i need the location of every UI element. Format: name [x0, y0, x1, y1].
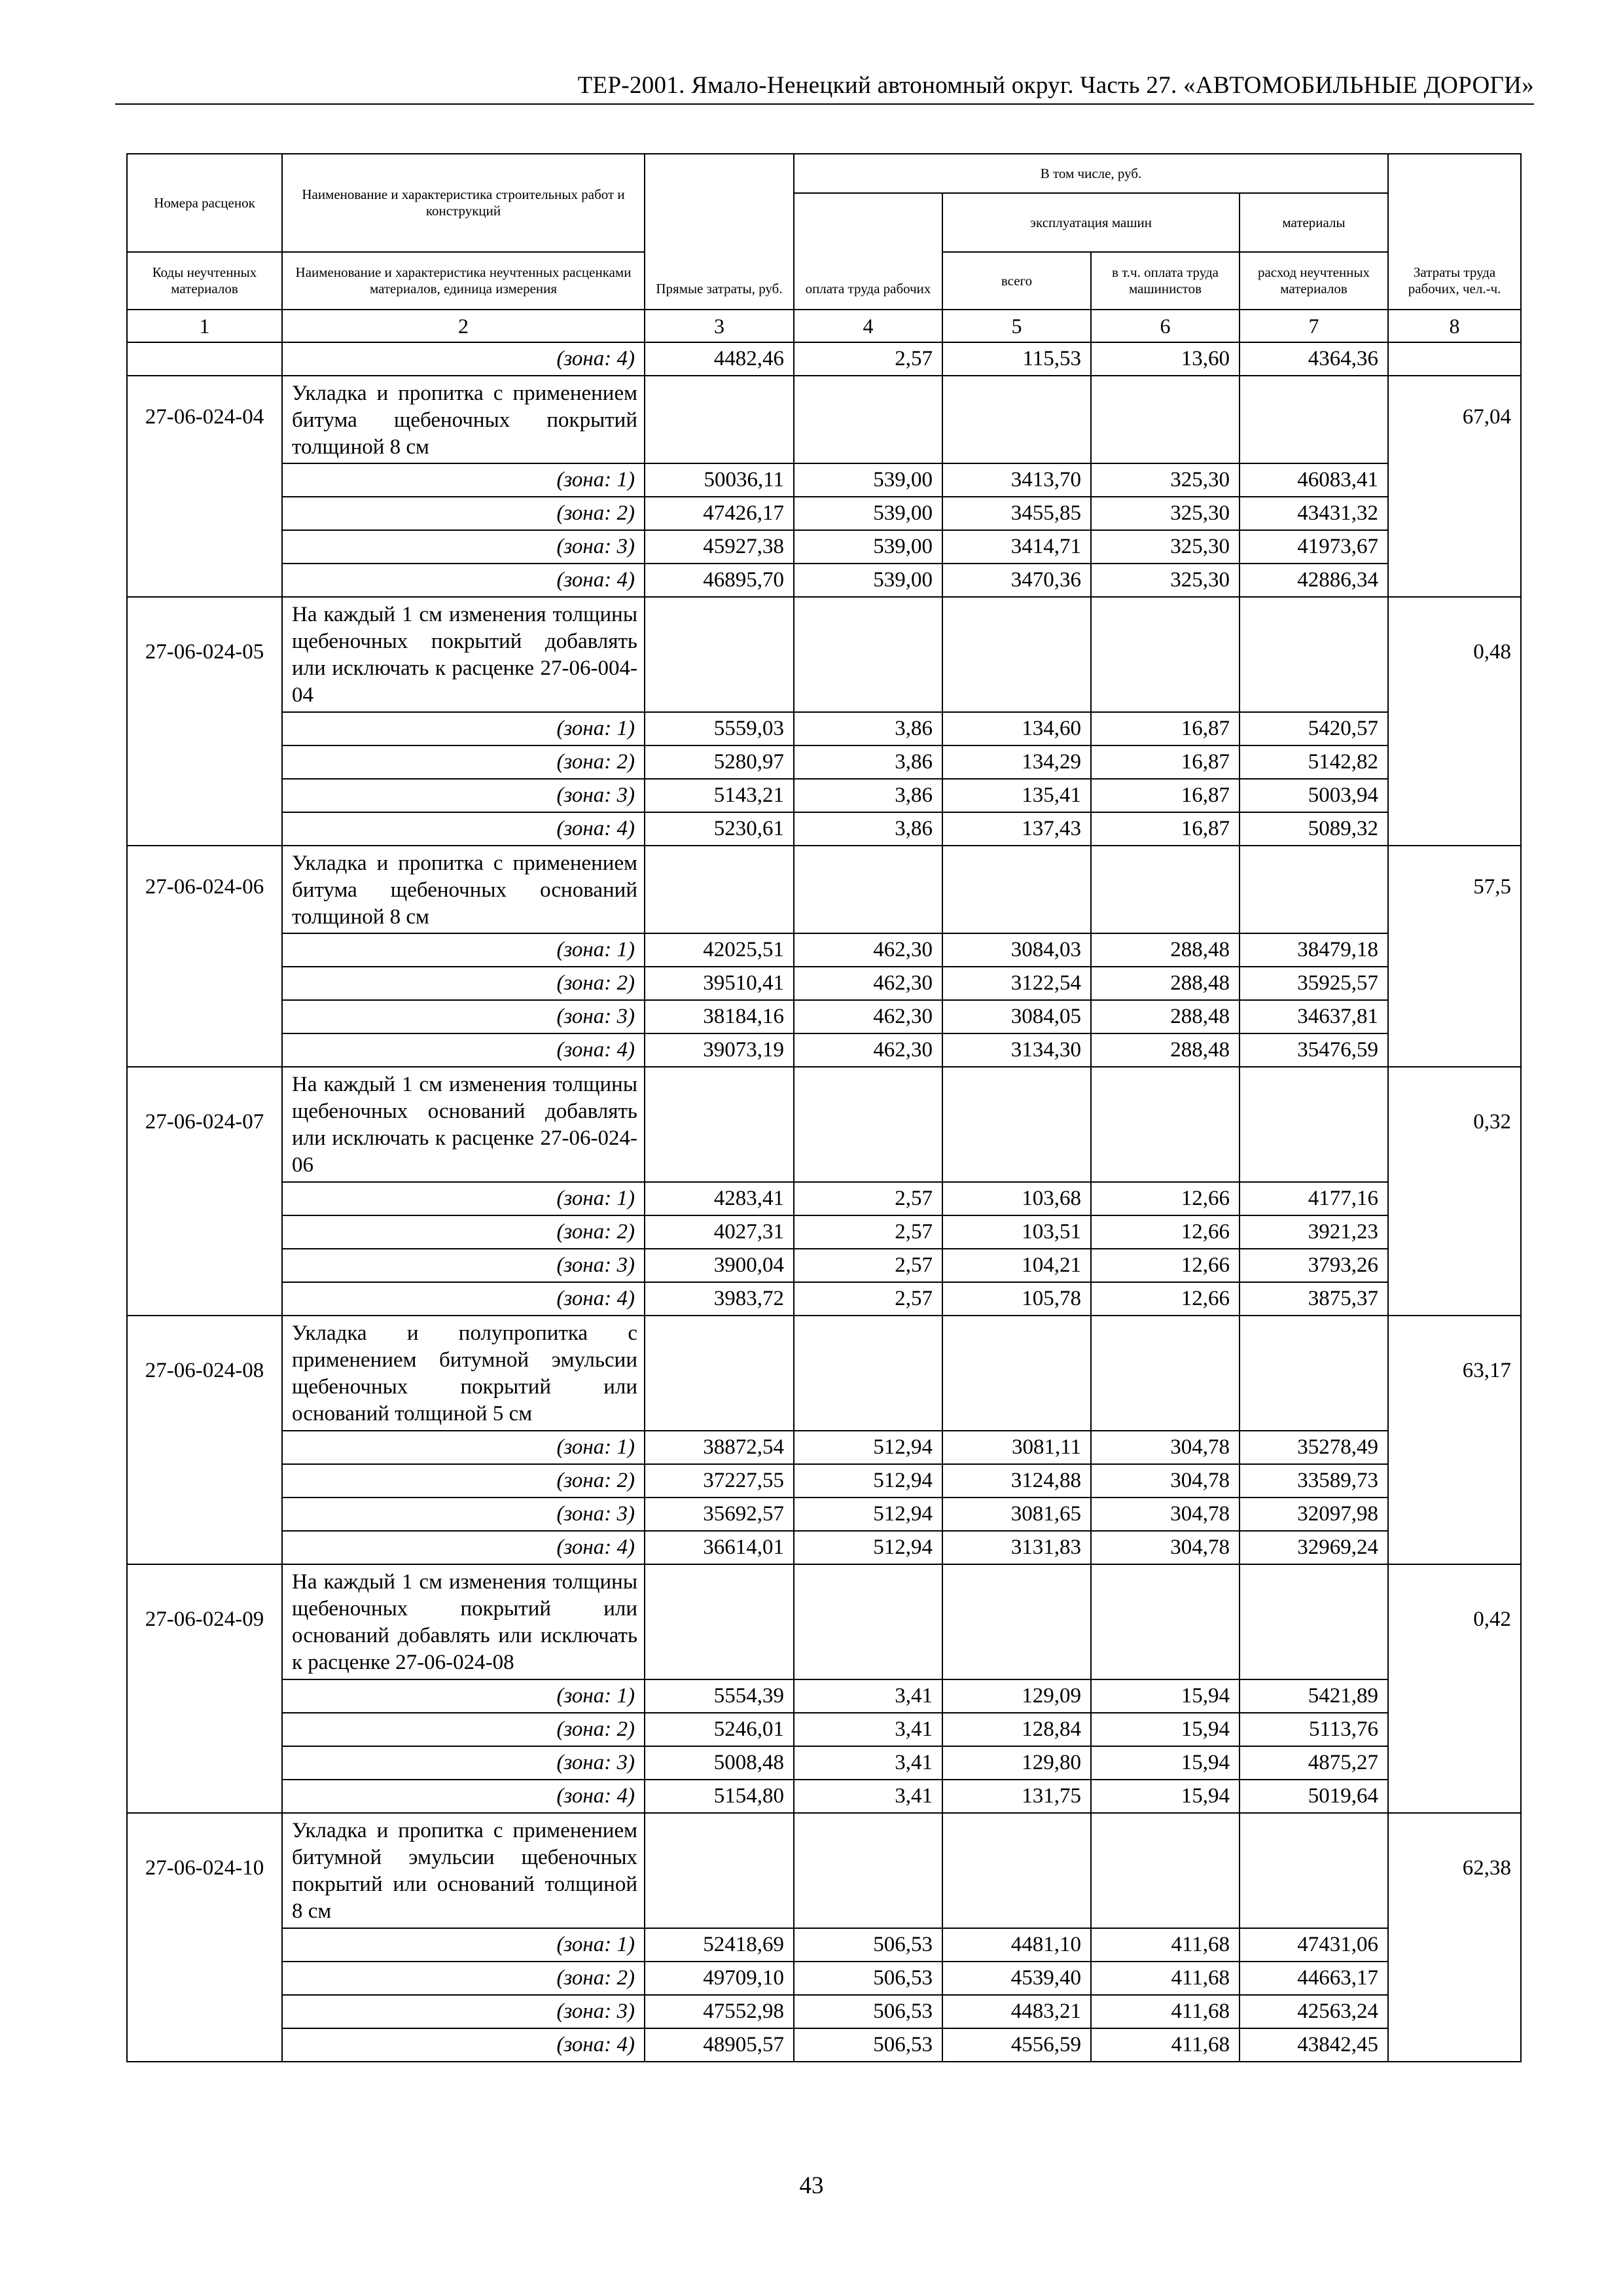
- empty-cell: [1240, 597, 1388, 712]
- wages-cell: 3,86: [794, 812, 942, 846]
- zone-row: [127, 530, 1521, 564]
- table-body: [127, 154, 1521, 2062]
- wages-cell: 462,30: [794, 967, 942, 1000]
- header-machinist-wages: в т.ч. оплата труда машинистов: [1091, 252, 1240, 310]
- machines-total-cell: 134,29: [942, 745, 1091, 779]
- materials-cell: 32097,98: [1240, 1498, 1388, 1531]
- rate-code: 27-06-024-06: [127, 846, 282, 1067]
- empty-cell: [1240, 376, 1388, 463]
- materials-cell: 3793,26: [1240, 1249, 1388, 1282]
- materials-cell: 5421,89: [1240, 1679, 1388, 1713]
- header-including: В том числе, руб.: [794, 154, 1388, 193]
- zone-row: [127, 1282, 1521, 1316]
- rate-description: На каждый 1 см изменения толщины щебеночных оснований добавлять или исключать к расценке 27-06-024-06: [282, 1067, 645, 1182]
- empty-cell: [794, 1316, 942, 1431]
- materials-cell: 5003,94: [1240, 779, 1388, 812]
- wages-cell: 462,30: [794, 1033, 942, 1067]
- rate-title-row: [127, 376, 1521, 463]
- wages-cell: 512,94: [794, 1498, 942, 1531]
- labor-cost: 0,32: [1388, 1067, 1521, 1316]
- machines-total-cell: 3084,05: [942, 1000, 1091, 1033]
- direct-cost-cell: 5143,21: [645, 779, 794, 812]
- machines-total-cell: 3122,54: [942, 967, 1091, 1000]
- header-direct-costs: Прямые затраты, руб.: [645, 154, 794, 310]
- materials-cell: 5420,57: [1240, 712, 1388, 745]
- col-number: 7: [1240, 310, 1388, 342]
- direct-cost-cell: 37227,55: [645, 1464, 794, 1498]
- empty-cell: [1091, 1564, 1240, 1679]
- direct-cost-cell: 35692,57: [645, 1498, 794, 1531]
- machinist-wages-cell: 288,48: [1091, 967, 1240, 1000]
- direct-cost-cell: 5246,01: [645, 1713, 794, 1746]
- zone-label: (зона: 1): [282, 1182, 645, 1215]
- rate-description: Укладка и полупропитка с применением битумной эмульсии щебеночных покрытий или оснований толщиной 5 см: [282, 1316, 645, 1431]
- machines-total-cell: 131,75: [942, 1780, 1091, 1813]
- machinist-wages-cell: 304,78: [1091, 1498, 1240, 1531]
- wages-cell: 3,86: [794, 712, 942, 745]
- machines-total-cell: 103,68: [942, 1182, 1091, 1215]
- machinist-wages-cell: 411,68: [1091, 1995, 1240, 2028]
- running-header: ТЕР-2001. Ямало-Ненецкий автономный округ. Часть 27. «АВТОМОБИЛЬНЫЕ ДОРОГИ»: [577, 72, 1534, 99]
- direct-cost-cell: 3900,04: [645, 1249, 794, 1282]
- wages-cell: 2,57: [794, 1215, 942, 1249]
- zone-row: [127, 2028, 1521, 2062]
- zone-label: (зона: 1): [282, 1431, 645, 1464]
- direct-cost-cell: 39073,19: [645, 1033, 794, 1067]
- col-number: 8: [1388, 310, 1521, 342]
- machinist-wages-cell: 411,68: [1091, 1962, 1240, 1995]
- wages-cell: 512,94: [794, 1431, 942, 1464]
- rate-description: На каждый 1 см изменения толщины щебеночных покрытий или оснований добавлять или исключать к расценке 27-06-024-08: [282, 1564, 645, 1679]
- col-number: 2: [282, 310, 645, 342]
- direct-cost-cell: 4482,46: [645, 342, 794, 376]
- empty-cell: [942, 376, 1091, 463]
- machinist-wages-cell: 411,68: [1091, 1928, 1240, 1962]
- rate-description: Укладка и пропитка с применением битума щебеночных оснований толщиной 8 см: [282, 846, 645, 933]
- header-col2-bottom: Наименование и характеристика неучтенных расценками материалов, единица измерения: [282, 252, 645, 310]
- machines-total-cell: 3084,03: [942, 933, 1091, 967]
- rates-table: [126, 153, 1522, 2062]
- rate-code: 27-06-024-05: [127, 597, 282, 846]
- carryover-row: [127, 342, 1521, 376]
- labor-cost: 62,38: [1388, 1813, 1521, 2062]
- machinist-wages-cell: 411,68: [1091, 2028, 1240, 2062]
- direct-cost-cell: 42025,51: [645, 933, 794, 967]
- zone-row: [127, 1431, 1521, 1464]
- empty-cell: [1091, 376, 1240, 463]
- zone-label: (зона: 4): [282, 1780, 645, 1813]
- wages-cell: 539,00: [794, 530, 942, 564]
- header-col1-bottom: Коды неучтенных материалов: [127, 252, 282, 310]
- machines-total-cell: 137,43: [942, 812, 1091, 846]
- direct-cost-cell: 47426,17: [645, 497, 794, 530]
- zone-label: (зона: 4): [282, 1033, 645, 1067]
- rate-description: Укладка и пропитка с применением битума щебеночных покрытий толщиной 8 см: [282, 376, 645, 463]
- col-number: 5: [942, 310, 1091, 342]
- empty-cell: [794, 376, 942, 463]
- machinist-wages-cell: 304,78: [1091, 1464, 1240, 1498]
- zone-row: [127, 1995, 1521, 2028]
- machinist-wages-cell: 304,78: [1091, 1531, 1240, 1564]
- direct-cost-cell: 46895,70: [645, 564, 794, 597]
- direct-cost-cell: 5280,97: [645, 745, 794, 779]
- materials-cell: 5113,76: [1240, 1713, 1388, 1746]
- zone-label: (зона: 2): [282, 1215, 645, 1249]
- direct-cost-cell: 3983,72: [645, 1282, 794, 1316]
- rate-title-row: [127, 597, 1521, 712]
- empty-cell: [942, 1316, 1091, 1431]
- materials-cell: 5142,82: [1240, 745, 1388, 779]
- empty-cell: [794, 846, 942, 933]
- labor-cost: 57,5: [1388, 846, 1521, 1067]
- zone-row: [127, 564, 1521, 597]
- materials-cell: 3921,23: [1240, 1215, 1388, 1249]
- machinist-wages-cell: 325,30: [1091, 564, 1240, 597]
- direct-cost-cell: 5554,39: [645, 1679, 794, 1713]
- empty-cell: [942, 1813, 1091, 1928]
- col-number: 1: [127, 310, 282, 342]
- empty-cell: [942, 846, 1091, 933]
- rate-code: 27-06-024-04: [127, 376, 282, 597]
- empty-cell: [645, 1564, 794, 1679]
- zone-row: [127, 1498, 1521, 1531]
- zone-label: (зона: 2): [282, 967, 645, 1000]
- wages-cell: 3,41: [794, 1713, 942, 1746]
- header-col1-top: Номера расценок: [127, 154, 282, 252]
- materials-cell: 42563,24: [1240, 1995, 1388, 2028]
- machinist-wages-cell: 325,30: [1091, 497, 1240, 530]
- zone-row: [127, 1679, 1521, 1713]
- empty-cell: [1240, 1813, 1388, 1928]
- machines-total-cell: 3131,83: [942, 1531, 1091, 1564]
- machines-total-cell: 135,41: [942, 779, 1091, 812]
- zone-label: (зона: 3): [282, 1249, 645, 1282]
- zone-row: [127, 779, 1521, 812]
- empty-cell: [942, 597, 1091, 712]
- machinist-wages-cell: 16,87: [1091, 712, 1240, 745]
- rate-code: 27-06-024-07: [127, 1067, 282, 1316]
- empty-cell: [645, 597, 794, 712]
- empty-cell: [794, 1067, 942, 1182]
- zone-row: [127, 1962, 1521, 1995]
- materials-cell: 5089,32: [1240, 812, 1388, 846]
- zone-row: [127, 1746, 1521, 1780]
- zone-label: (зона: 4): [282, 564, 645, 597]
- zone-label: (зона: 2): [282, 1713, 645, 1746]
- zone-label: (зона: 3): [282, 1746, 645, 1780]
- zone-row: [127, 1000, 1521, 1033]
- header-row-1: [127, 154, 1521, 193]
- empty-cell: [1091, 846, 1240, 933]
- zone-row: [127, 712, 1521, 745]
- zone-row: [127, 1464, 1521, 1498]
- zone-label: (зона: 1): [282, 933, 645, 967]
- zone-row: [127, 1215, 1521, 1249]
- materials-cell: 4875,27: [1240, 1746, 1388, 1780]
- empty-cell: [127, 342, 282, 376]
- machinist-wages-cell: 12,66: [1091, 1215, 1240, 1249]
- zone-label: (зона: 1): [282, 463, 645, 497]
- zone-label: (зона: 1): [282, 1679, 645, 1713]
- machines-total-cell: 115,53: [942, 342, 1091, 376]
- empty-cell: [645, 1316, 794, 1431]
- rate-description: На каждый 1 см изменения толщины щебеночных покрытий добавлять или исключать к расценке 27-06-004-04: [282, 597, 645, 712]
- zone-label: (зона: 4): [282, 1531, 645, 1564]
- zone-label: (зона: 1): [282, 712, 645, 745]
- wages-cell: 3,86: [794, 779, 942, 812]
- wages-cell: 506,53: [794, 2028, 942, 2062]
- empty-cell: [645, 1067, 794, 1182]
- machinist-wages-cell: 15,94: [1091, 1713, 1240, 1746]
- direct-cost-cell: 36614,01: [645, 1531, 794, 1564]
- zone-row: [127, 812, 1521, 846]
- wages-cell: 512,94: [794, 1531, 942, 1564]
- zone-label: (зона: 4): [282, 1282, 645, 1316]
- rate-code: 27-06-024-08: [127, 1316, 282, 1564]
- zone-row: [127, 745, 1521, 779]
- empty-cell: [1091, 1316, 1240, 1431]
- wages-cell: 539,00: [794, 497, 942, 530]
- zone-row: [127, 1033, 1521, 1067]
- header-materials: материалы: [1240, 193, 1388, 252]
- empty-cell: [1388, 342, 1521, 376]
- rate-code: 27-06-024-10: [127, 1813, 282, 2062]
- zone-label: (зона: 3): [282, 779, 645, 812]
- machinist-wages-cell: 288,48: [1091, 1033, 1240, 1067]
- zone-row: [127, 463, 1521, 497]
- header-wages: оплата труда рабочих: [794, 193, 942, 310]
- direct-cost-cell: 47552,98: [645, 1995, 794, 2028]
- machines-total-cell: 129,80: [942, 1746, 1091, 1780]
- labor-cost: 0,42: [1388, 1564, 1521, 1813]
- empty-cell: [1240, 1316, 1388, 1431]
- zone-label: (зона: 2): [282, 745, 645, 779]
- machinist-wages-cell: 12,66: [1091, 1182, 1240, 1215]
- wages-cell: 512,94: [794, 1464, 942, 1498]
- materials-cell: 47431,06: [1240, 1928, 1388, 1962]
- direct-cost-cell: 5154,80: [645, 1780, 794, 1813]
- wages-cell: 3,41: [794, 1780, 942, 1813]
- machines-total-cell: 129,09: [942, 1679, 1091, 1713]
- zone-label: (зона: 1): [282, 1928, 645, 1962]
- materials-cell: 3875,37: [1240, 1282, 1388, 1316]
- machines-total-cell: 3081,65: [942, 1498, 1091, 1531]
- wages-cell: 539,00: [794, 463, 942, 497]
- zone-row: [127, 1713, 1521, 1746]
- header-col2-top: Наименование и характеристика строительных работ и конструкций: [282, 154, 645, 252]
- machines-total-cell: 3413,70: [942, 463, 1091, 497]
- machinist-wages-cell: 15,94: [1091, 1746, 1240, 1780]
- wages-cell: 506,53: [794, 1995, 942, 2028]
- machines-total-cell: 104,21: [942, 1249, 1091, 1282]
- machinist-wages-cell: 16,87: [1091, 779, 1240, 812]
- direct-cost-cell: 48905,57: [645, 2028, 794, 2062]
- rate-title-row: [127, 1316, 1521, 1431]
- zone-row: [127, 1531, 1521, 1564]
- empty-cell: [794, 1564, 942, 1679]
- header-machines-total: всего: [942, 252, 1091, 310]
- materials-cell: 33589,73: [1240, 1464, 1388, 1498]
- wages-cell: 539,00: [794, 564, 942, 597]
- zone-row: [127, 1780, 1521, 1813]
- machines-total-cell: 103,51: [942, 1215, 1091, 1249]
- machines-total-cell: 4556,59: [942, 2028, 1091, 2062]
- zone-label: (зона: 3): [282, 1000, 645, 1033]
- machinist-wages-cell: 325,30: [1091, 530, 1240, 564]
- machinist-wages-cell: 15,94: [1091, 1679, 1240, 1713]
- machinist-wages-cell: 16,87: [1091, 812, 1240, 846]
- zone-row: [127, 497, 1521, 530]
- wages-cell: 506,53: [794, 1928, 942, 1962]
- materials-cell: 34637,81: [1240, 1000, 1388, 1033]
- direct-cost-cell: 52418,69: [645, 1928, 794, 1962]
- wages-cell: 506,53: [794, 1962, 942, 1995]
- col-number: 3: [645, 310, 794, 342]
- zone-row: [127, 967, 1521, 1000]
- machines-total-cell: 105,78: [942, 1282, 1091, 1316]
- empty-cell: [645, 1813, 794, 1928]
- rate-title-row: [127, 1067, 1521, 1182]
- page-number: 43: [799, 2172, 824, 2199]
- machines-total-cell: 128,84: [942, 1713, 1091, 1746]
- empty-cell: [942, 1067, 1091, 1182]
- zone-row: [127, 933, 1521, 967]
- materials-cell: 44663,17: [1240, 1962, 1388, 1995]
- machines-total-cell: 3414,71: [942, 530, 1091, 564]
- header-machines: эксплуатация машин: [942, 193, 1240, 252]
- header-labor: Затраты труда рабочих, чел.-ч.: [1388, 154, 1521, 310]
- rate-title-row: [127, 1564, 1521, 1679]
- wages-cell: 3,41: [794, 1746, 942, 1780]
- header-rule: [115, 103, 1534, 105]
- direct-cost-cell: 38872,54: [645, 1431, 794, 1464]
- zone-label: (зона: 2): [282, 1464, 645, 1498]
- wages-cell: 2,57: [794, 1249, 942, 1282]
- materials-cell: 42886,34: [1240, 564, 1388, 597]
- machines-total-cell: 4481,10: [942, 1928, 1091, 1962]
- direct-cost-cell: 39510,41: [645, 967, 794, 1000]
- header-numbers-row: [127, 310, 1521, 342]
- direct-cost-cell: 5230,61: [645, 812, 794, 846]
- wages-cell: 3,86: [794, 745, 942, 779]
- wages-cell: 2,57: [794, 1282, 942, 1316]
- machines-total-cell: 3455,85: [942, 497, 1091, 530]
- machinist-wages-cell: 288,48: [1091, 1000, 1240, 1033]
- wages-cell: 462,30: [794, 1000, 942, 1033]
- wages-cell: 2,57: [794, 1182, 942, 1215]
- rate-code: 27-06-024-09: [127, 1564, 282, 1813]
- machinist-wages-cell: 12,66: [1091, 1282, 1240, 1316]
- zone-label: (зона: 2): [282, 497, 645, 530]
- materials-cell: 43842,45: [1240, 2028, 1388, 2062]
- empty-cell: [1240, 1564, 1388, 1679]
- direct-cost-cell: 5008,48: [645, 1746, 794, 1780]
- machinist-wages-cell: 12,66: [1091, 1249, 1240, 1282]
- rate-title-row: [127, 846, 1521, 933]
- machines-total-cell: 3134,30: [942, 1033, 1091, 1067]
- empty-cell: [1240, 1067, 1388, 1182]
- wages-cell: 2,57: [794, 342, 942, 376]
- empty-cell: [645, 376, 794, 463]
- direct-cost-cell: 45927,38: [645, 530, 794, 564]
- machinist-wages-cell: 13,60: [1091, 342, 1240, 376]
- rate-title-row: [127, 1813, 1521, 1928]
- direct-cost-cell: 4283,41: [645, 1182, 794, 1215]
- direct-cost-cell: 4027,31: [645, 1215, 794, 1249]
- machines-total-cell: 4483,21: [942, 1995, 1091, 2028]
- materials-cell: 35925,57: [1240, 967, 1388, 1000]
- empty-cell: [794, 597, 942, 712]
- empty-cell: [1240, 846, 1388, 933]
- zone-label: (зона: 3): [282, 530, 645, 564]
- machines-total-cell: 3124,88: [942, 1464, 1091, 1498]
- direct-cost-cell: 5559,03: [645, 712, 794, 745]
- machinist-wages-cell: 304,78: [1091, 1431, 1240, 1464]
- zone-label: (зона: 3): [282, 1995, 645, 2028]
- materials-cell: 32969,24: [1240, 1531, 1388, 1564]
- labor-cost: 67,04: [1388, 376, 1521, 597]
- zone-label: (зона: 4): [282, 812, 645, 846]
- empty-cell: [1091, 1067, 1240, 1182]
- machinist-wages-cell: 16,87: [1091, 745, 1240, 779]
- zone-row: [127, 1249, 1521, 1282]
- wages-cell: 462,30: [794, 933, 942, 967]
- machines-total-cell: 3470,36: [942, 564, 1091, 597]
- wages-cell: 3,41: [794, 1679, 942, 1713]
- rate-description: Укладка и пропитка с применением битумной эмульсии щебеночных покрытий или оснований толщиной 8 см: [282, 1813, 645, 1928]
- materials-cell: 35476,59: [1240, 1033, 1388, 1067]
- materials-cell: 4364,36: [1240, 342, 1388, 376]
- empty-cell: [645, 846, 794, 933]
- empty-cell: [942, 1564, 1091, 1679]
- labor-cost: 63,17: [1388, 1316, 1521, 1564]
- materials-cell: 5019,64: [1240, 1780, 1388, 1813]
- empty-cell: [794, 1813, 942, 1928]
- empty-cell: [1091, 597, 1240, 712]
- direct-cost-cell: 50036,11: [645, 463, 794, 497]
- materials-cell: 43431,32: [1240, 497, 1388, 530]
- labor-cost: 0,48: [1388, 597, 1521, 846]
- materials-cell: 46083,41: [1240, 463, 1388, 497]
- machinist-wages-cell: 15,94: [1091, 1780, 1240, 1813]
- machines-total-cell: 134,60: [942, 712, 1091, 745]
- zone-label: (зона: 4): [282, 342, 645, 376]
- col-number: 6: [1091, 310, 1240, 342]
- header-unaccounted: расход неучтенных материалов: [1240, 252, 1388, 310]
- zone-row: [127, 1182, 1521, 1215]
- zone-label: (зона: 2): [282, 1962, 645, 1995]
- machinist-wages-cell: 325,30: [1091, 463, 1240, 497]
- materials-cell: 38479,18: [1240, 933, 1388, 967]
- materials-cell: 35278,49: [1240, 1431, 1388, 1464]
- machines-total-cell: 4539,40: [942, 1962, 1091, 1995]
- zone-label: (зона: 4): [282, 2028, 645, 2062]
- direct-cost-cell: 38184,16: [645, 1000, 794, 1033]
- machinist-wages-cell: 288,48: [1091, 933, 1240, 967]
- machines-total-cell: 3081,11: [942, 1431, 1091, 1464]
- empty-cell: [1091, 1813, 1240, 1928]
- zone-label: (зона: 3): [282, 1498, 645, 1531]
- materials-cell: 4177,16: [1240, 1182, 1388, 1215]
- col-number: 4: [794, 310, 942, 342]
- direct-cost-cell: 49709,10: [645, 1962, 794, 1995]
- materials-cell: 41973,67: [1240, 530, 1388, 564]
- zone-row: [127, 1928, 1521, 1962]
